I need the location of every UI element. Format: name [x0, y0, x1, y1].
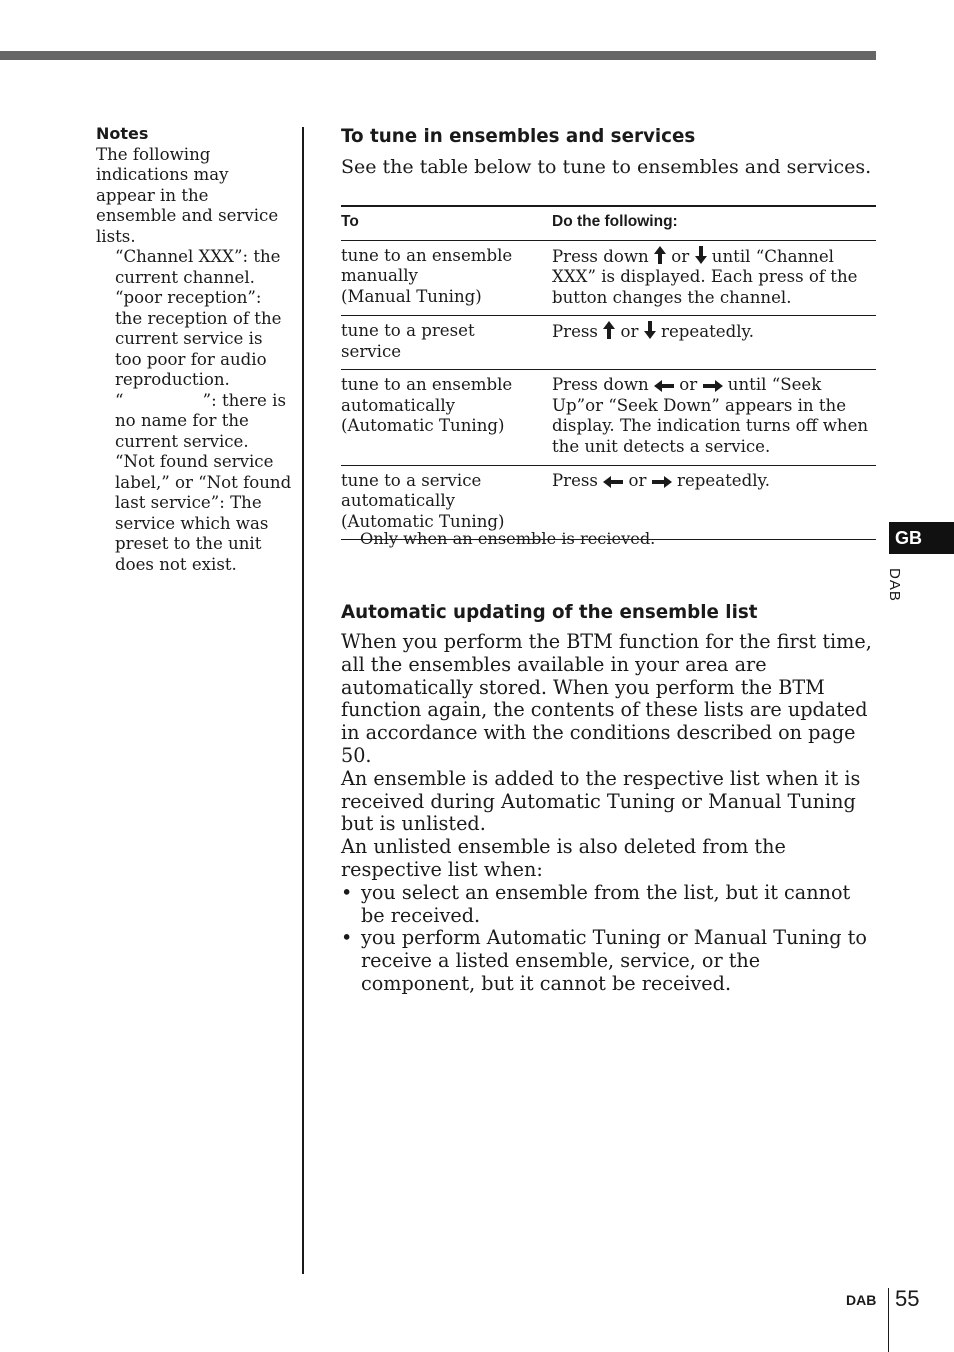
- arrow-up-icon: [654, 246, 666, 264]
- tuning-table: [341, 205, 876, 540]
- arrow-down-icon: [695, 246, 707, 264]
- ensemble-update-section: [341, 600, 876, 996]
- cell-subtext: (Automatic Tuning): [341, 511, 505, 531]
- note-item: “ ”: there is no name for the current service.: [115, 390, 292, 451]
- action-text: until “Channel XXX” is displayed. Each press of the button changes the channel.: [552, 246, 858, 307]
- main-column: [341, 124, 876, 995]
- action-text: until “Seek Up”or “Seek Down” appears in the display. The indication turns off when the unit detects a service.: [552, 375, 869, 456]
- column-divider: [302, 127, 304, 1274]
- arrow-down-icon: [644, 321, 656, 339]
- note-item: “Not found service label,” or “Not found last service”: The service which was preset to the unit does not exist.: [115, 452, 292, 574]
- side-section-label: DAB: [886, 568, 903, 602]
- table-row: [341, 370, 876, 466]
- table-cell-action: [544, 240, 876, 316]
- bullet-icon: •: [341, 926, 353, 950]
- notes-intro: The following indications may appear in the ensemble and service lists.: [96, 144, 279, 246]
- paragraph: An unlisted ensemble is also deleted from the respective list when:: [341, 835, 786, 881]
- column-header-action: Do the following:: [544, 206, 876, 240]
- notes-title: Notes: [96, 124, 149, 143]
- table-cell-to: [341, 240, 544, 316]
- action-text: Press: [552, 322, 598, 341]
- arrow-right-icon: [652, 476, 672, 488]
- section-intro: See the table below to tune to ensembles and services.: [341, 156, 872, 178]
- paragraph: An ensemble is added to the respective list when it is received during Automatic Tuning or Manual Tuning but is unlisted.: [341, 766, 861, 836]
- action-text: or: [620, 322, 639, 341]
- page-number: 55: [895, 1286, 920, 1311]
- list-item: [341, 927, 876, 995]
- cell-subtext: (Automatic Tuning): [341, 416, 505, 435]
- cell-text: tune to an ensemble manually: [341, 245, 513, 285]
- note-item: “Channel XXX”: the current channel.: [115, 247, 281, 287]
- action-text: or: [628, 470, 647, 490]
- language-tab: GB: [889, 522, 954, 554]
- section-heading: To tune in ensembles and services: [341, 126, 696, 147]
- table-footnote: Only when an ensemble is recieved.: [360, 529, 656, 548]
- section-body: [341, 631, 876, 996]
- action-text: Press: [552, 470, 598, 490]
- table-cell-action: [544, 316, 876, 370]
- action-text: repeatedly.: [661, 322, 754, 341]
- action-text: or: [679, 375, 698, 394]
- column-header-to: To: [341, 206, 544, 240]
- cell-subtext: (Manual Tuning): [341, 286, 482, 306]
- notes-column: [96, 124, 292, 575]
- table-row: [341, 316, 876, 370]
- cell-text: tune to a preset service: [341, 321, 475, 361]
- table-header-row: [341, 206, 876, 240]
- section-heading: Automatic updating of the ensemble list: [341, 602, 758, 623]
- list-item-text: you perform Automatic Tuning or Manual Tuning to receive a listed ensemble, service, or the component, but it cannot be received.: [361, 926, 867, 995]
- list-item: [341, 882, 876, 928]
- cell-text: tune to an ensemble automatically: [341, 375, 513, 415]
- arrow-right-icon: [703, 380, 723, 392]
- arrow-left-icon: [603, 476, 623, 488]
- note-item: “poor reception”: the reception of the current service is too poor for audio reproduction.: [115, 288, 282, 389]
- footer-divider: [888, 1288, 889, 1352]
- paragraph: When you perform the BTM function for the first time, all the ensembles available in your area are automatically stored. When you perform the BTM function again, the contents of these lists are updated in accordance with the conditions described on page 50.: [341, 630, 872, 767]
- table-row: [341, 240, 876, 316]
- action-text: or: [671, 246, 690, 266]
- top-rule: [0, 51, 876, 60]
- table-cell-to: [341, 316, 544, 370]
- arrow-left-icon: [654, 380, 674, 392]
- action-text: Press down: [552, 246, 649, 266]
- list-item-text: you select an ensemble from the list, but it cannot be received.: [361, 880, 851, 927]
- table-cell-action: [544, 370, 876, 466]
- arrow-up-icon: [603, 321, 615, 339]
- footer-section-label: DAB: [846, 1292, 877, 1308]
- table-cell-to: [341, 370, 544, 466]
- cell-text: tune to a service automatically: [341, 470, 482, 510]
- action-text: repeatedly.: [677, 470, 770, 490]
- action-text: Press down: [552, 375, 649, 394]
- bullet-icon: •: [341, 880, 353, 904]
